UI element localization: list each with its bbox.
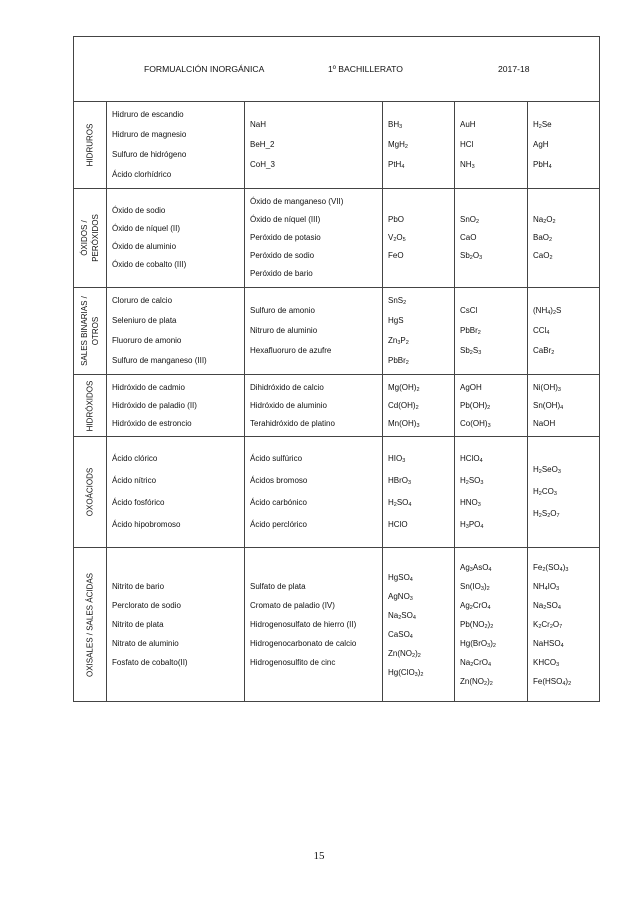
compound-formula: AgH [533, 140, 549, 149]
cell-formulas-b [455, 437, 528, 548]
compound-formula: $Pb(NO_2)_2$ [460, 620, 494, 630]
category-label-line: ÓXIDOS / [80, 220, 89, 256]
compound-name: Perclorato de sodio [112, 601, 181, 610]
compound-name: Hidruro de escandio [112, 110, 184, 119]
category-label-line: HIDRUROS [85, 123, 95, 167]
compound-formula: NaHSO$_4$ [533, 639, 564, 649]
category-label [85, 468, 96, 516]
worksheet-title: FORMUALCIÓN INORGÁNICA [144, 64, 265, 74]
compound-name: Peróxido de bario [250, 269, 313, 278]
cell-formulas-a [383, 288, 455, 375]
cell-named-compounds [245, 375, 383, 437]
compound-formula: SnO$_2$ [460, 215, 480, 225]
compound-formula: $Fe(HSO_4)_2$ [533, 677, 572, 687]
cell-names [107, 288, 245, 375]
cell-formulas-a [383, 437, 455, 548]
cell-names [107, 548, 245, 702]
compound-formula: $Sn(IO_3)_2$ [460, 582, 490, 592]
compound-name: Sulfuro de hidrógeno [112, 150, 187, 159]
compound-formula: $Ni(OH)_3$ [533, 382, 561, 393]
compound-name: Hidrogenosulfato de hierro (II) [250, 620, 357, 629]
cell-formulas-c [528, 102, 600, 189]
compound-name: CoH_3 [250, 160, 275, 169]
compound-formula: SnS$_2$ [388, 296, 407, 306]
compound-formula: MgH$_2$ [388, 140, 408, 150]
compound-name: Hexafluoruro de azufre [250, 346, 332, 355]
school-year: 2017-18 [498, 64, 530, 74]
compound-name: Nitrito de plata [112, 620, 164, 629]
cell-named-compounds [245, 102, 383, 189]
compound-formula: PbO [388, 215, 405, 224]
compound-formula: $H_3PO_4$ [460, 520, 484, 530]
compound-name: Hidróxido de cadmio [112, 382, 185, 392]
compound-formula: $BH_3$ [388, 120, 403, 130]
compound-formula: $NH_4IO_3$ [533, 582, 560, 592]
compound-formula: $Cd(OH)_2$ [388, 400, 419, 411]
compound-row [74, 189, 600, 288]
compound-name: Fosfato de cobalto(II) [112, 658, 188, 667]
category-label-line: OXOÁCIODS [85, 467, 95, 517]
compound-name: Nitrato de aluminio [112, 639, 179, 648]
compound-formula: $Ag_3AsO_4$ [460, 563, 492, 573]
cell-formulas-c [528, 288, 600, 375]
compound-formula: CaO [460, 233, 477, 242]
cell-formulas-b [455, 102, 528, 189]
compound-formula: $Hg(ClO_3)_2$ [388, 667, 424, 678]
compound-name: Seleniuro de plata [112, 316, 177, 325]
compound-formula: $H_2SO_3$ [460, 476, 484, 486]
compound-formula: HBrO$_3$ [388, 476, 412, 486]
compound-formula: $Na_2SO_4$ [533, 601, 561, 611]
compound-name: Ácido sulfúrico [250, 454, 303, 463]
header-cell [74, 37, 600, 102]
compound-name: Hidrogenocarbonato de calcio [250, 639, 357, 648]
compound-formula: $Ag_2CrO_4$ [460, 601, 491, 611]
cell-formulas-a [383, 189, 455, 288]
cell-names [107, 437, 245, 548]
category-label [85, 572, 96, 676]
category-label [85, 380, 96, 431]
compound-formula: HClO$_4$ [460, 454, 483, 464]
category-label-line: OXISALES / SALES ÁCIDAS [85, 572, 95, 677]
compound-formula: HCl [460, 140, 474, 149]
compound-name: Hidróxido de aluminio [250, 400, 327, 410]
row-label-cell [74, 375, 107, 437]
compound-formula: AgOH [460, 382, 482, 392]
compound-formula: $H_2CO_3$ [533, 487, 557, 497]
category-label [79, 214, 101, 262]
compound-formula: $KHCO_3$ [533, 658, 560, 668]
compound-formula: CCl$_4$ [533, 326, 550, 336]
row-label-cell [74, 102, 107, 189]
compound-name: Sulfuro de manganeso (III) [112, 356, 207, 365]
cell-formulas-b [455, 375, 528, 437]
compound-formula: CaSO$_4$ [388, 629, 413, 640]
compound-formula: $Na_2CrO_4$ [460, 658, 492, 668]
compound-formula: AgNO$_3$ [388, 591, 413, 602]
compound-formula: $Mn(OH)_3$ [388, 418, 420, 429]
row-label-cell [74, 288, 107, 375]
compound-formula: $HIO_3$ [388, 454, 406, 464]
cell-names [107, 189, 245, 288]
compound-formula: $Fe_2(SO_4)_3$ [533, 563, 569, 573]
compound-name: Óxido de sodio [112, 206, 166, 215]
compound-name: Hidróxido de estroncio [112, 418, 192, 428]
category-label-line: SALES BINARIAS / [80, 296, 89, 366]
compound-name: NaH [250, 120, 267, 129]
compound-name: Ácido clórico [112, 454, 158, 463]
compound-row [74, 437, 600, 548]
compound-formula: $Zn(NO_2)_2$ [388, 648, 421, 659]
compound-row [74, 288, 600, 375]
compound-formula: HgS [388, 316, 404, 325]
cell-named-compounds [245, 437, 383, 548]
compound-row [74, 102, 600, 189]
compound-formula: BaO$_2$ [533, 233, 553, 243]
cell-named-compounds [245, 189, 383, 288]
cell-named-compounds [245, 288, 383, 375]
cell-formulas-b [455, 288, 528, 375]
compound-formula: $Sb_2S_3$ [460, 346, 482, 356]
compound-formula: $Pb(OH)_2$ [460, 400, 491, 411]
compound-formula: $K_2Cr_2O_7$ [533, 620, 563, 630]
cell-formulas-c [528, 437, 600, 548]
compound-formula: $Sb_2O_3$ [460, 251, 483, 261]
compound-formula: CsCl [460, 306, 478, 315]
compound-formula: $V_2O_5$ [388, 233, 406, 243]
compound-formula: $(NH_4)_2S$ [533, 306, 562, 316]
compound-name: Óxido de níquel (III) [250, 215, 321, 224]
compound-formula: $Mg(OH)_2$ [388, 382, 420, 393]
compound-name: Cromato de paladio (IV) [250, 601, 335, 610]
compound-name: Sulfato de plata [250, 582, 306, 591]
cell-formulas-c [528, 375, 600, 437]
category-label-line: OTROS [91, 316, 100, 346]
compound-name: BeH_2 [250, 140, 275, 149]
compound-row [74, 548, 600, 702]
cell-formulas-c [528, 189, 600, 288]
compound-name: Nitruro de aluminio [250, 326, 318, 335]
compound-name: Ácido carbónico [250, 498, 307, 507]
compound-formula: $Na_2O_2$ [533, 215, 556, 225]
compound-formula: $NH_3$ [460, 160, 475, 170]
compound-formula: PbBr$_2$ [460, 326, 481, 336]
compound-name: Dihidróxido de calcio [250, 382, 324, 392]
cell-names [107, 375, 245, 437]
compound-name: Ácido nítrico [112, 476, 157, 485]
compound-formula: $Na_2SO_4$ [388, 610, 416, 621]
compound-formula: $HNO_3$ [460, 498, 481, 508]
row-label-cell [74, 548, 107, 702]
category-label [85, 124, 96, 167]
compound-formula: $Zn_3P_2$ [388, 336, 409, 346]
compound-formula: HClO [388, 520, 408, 529]
row-label-cell [74, 437, 107, 548]
compound-name: Nitrito de bario [112, 582, 165, 591]
compound-name: Hidróxido de paladio (II) [112, 400, 197, 410]
cell-named-compounds [245, 548, 383, 702]
compound-name: Óxido de manganeso (VII) [250, 197, 344, 206]
course-level: 1º BACHILLERATO [328, 64, 403, 74]
compound-formula: $H_2SO_4$ [388, 498, 412, 508]
compound-name: Sulfuro de amonio [250, 306, 315, 315]
compound-name: Óxido de níquel (II) [112, 224, 181, 233]
compound-name: Hidruro de magnesio [112, 130, 187, 139]
compound-name: Óxido de cobalto (III) [112, 260, 187, 269]
cell-formulas-a [383, 548, 455, 702]
compound-formula: $Co(OH)_3$ [460, 418, 491, 429]
compound-formula: PtH$_4$ [388, 160, 405, 170]
compound-name: Hidrogenosulfito de cinc [250, 658, 336, 667]
compound-formula: $H_2SeO_3$ [533, 465, 561, 475]
compound-formula: FeO [388, 251, 404, 260]
compound-name: Ácido fosfórico [112, 498, 165, 507]
compound-name: Peróxido de sodio [250, 251, 315, 260]
cell-formulas-a [383, 375, 455, 437]
compound-row [74, 375, 600, 437]
compound-name: Peróxido de potasio [250, 233, 321, 242]
category-label [79, 296, 101, 366]
compound-name: Ácido hipobromoso [112, 520, 181, 529]
compound-name: Óxido de aluminio [112, 242, 177, 251]
compound-name: Ácido clorhídrico [112, 170, 172, 179]
formulation-table [73, 36, 600, 702]
compound-formula: PbH$_4$ [533, 160, 552, 170]
cell-formulas-b [455, 548, 528, 702]
cell-formulas-c [528, 548, 600, 702]
compound-formula: $Zn(NO_2)_2$ [460, 677, 493, 687]
row-label-cell [74, 189, 107, 288]
compound-formula: PbBr$_2$ [388, 356, 409, 366]
compound-formula: CaO$_2$ [533, 251, 553, 261]
cell-formulas-a [383, 102, 455, 189]
compound-formula: $H_2Se$ [533, 120, 552, 130]
cell-names [107, 102, 245, 189]
compound-name: Fluoruro de amonio [112, 336, 182, 345]
header-row [74, 37, 600, 102]
page-number: 15 [313, 850, 325, 862]
compound-name: Terahidróxido de platino [250, 418, 335, 428]
compound-formula: CaBr$_2$ [533, 346, 555, 356]
compound-formula: HgSO$_4$ [388, 572, 413, 583]
compound-formula: NaOH [533, 418, 556, 428]
compound-name: Ácidos bromoso [250, 476, 308, 485]
compound-formula: $Hg(BrO_3)_2$ [460, 639, 496, 649]
compound-formula: AuH [460, 120, 476, 129]
table-body [74, 37, 600, 702]
compound-name: Ácido perclórico [250, 520, 307, 529]
category-label-line: PERÓXIDOS [91, 214, 100, 262]
compound-name: Cloruro de calcio [112, 296, 173, 305]
compound-formula: $H_2S_2O_7$ [533, 509, 560, 519]
cell-formulas-b [455, 189, 528, 288]
category-label-line: HIDRÓXIDOS [85, 380, 95, 431]
compound-formula: $Sn(OH)_4$ [533, 400, 564, 411]
